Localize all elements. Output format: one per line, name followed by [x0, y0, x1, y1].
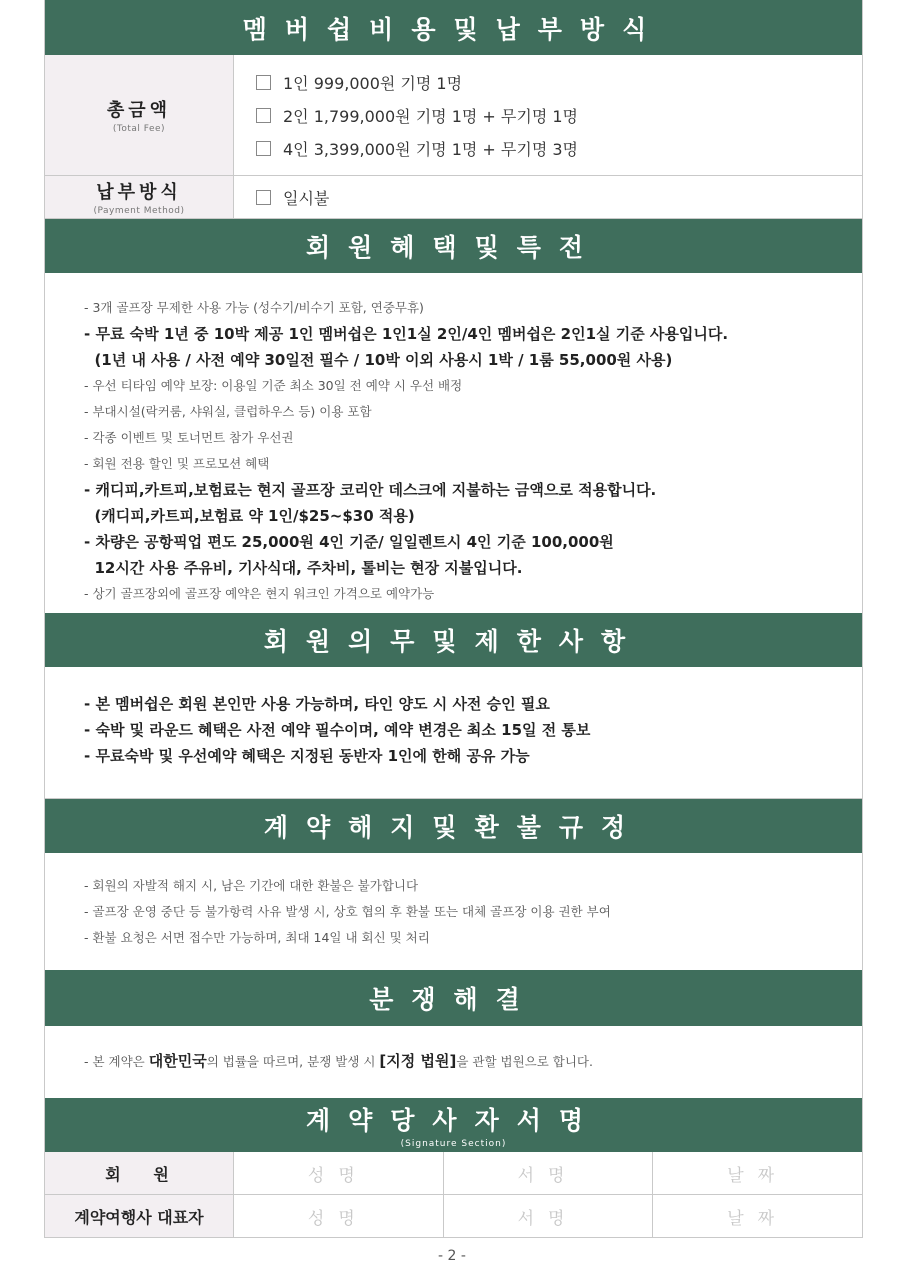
- fee-option-1[interactable]: [256, 66, 862, 99]
- benefit-item: - 부대시설(락커룸, 샤워실, 클럽하우스 등) 이용 포함: [84, 404, 372, 419]
- signature-label: 계약여행사 대표자: [45, 1195, 234, 1237]
- dispute-mid: 의 법률을 따르며, 분쟁 발생 시: [206, 1054, 380, 1069]
- checkbox-icon[interactable]: [256, 190, 271, 205]
- page-number: - 2 -: [438, 1248, 466, 1264]
- dispute-body: [45, 1026, 862, 1098]
- benefit-item: - 무료 숙박 1년 중 10박 제공 1인 멤버쉽은 1인1실 2인/4인 멤버쉽은 2인1실 기준 사용입니다.: [84, 325, 729, 343]
- benefit-item: (캐디피,카트피,보험료 약 1인/$25~$30 적용): [84, 507, 415, 525]
- signature-name-field[interactable]: 성명: [234, 1195, 444, 1237]
- fee-option-3[interactable]: [256, 132, 862, 165]
- benefit-item: 12시간 사용 주유비, 기사식대, 주차비, 톨비는 현장 지불입니다.: [84, 559, 523, 577]
- fee-option-2[interactable]: [256, 99, 862, 132]
- checkbox-icon[interactable]: [256, 141, 271, 156]
- signature-sign-field[interactable]: 서명: [444, 1152, 654, 1194]
- benefits-header: [45, 219, 862, 273]
- signature-sign-field[interactable]: 서명: [444, 1195, 654, 1237]
- payment-method-row: [45, 176, 862, 219]
- dispute-suffix: 을 관할 법원으로 합니다.: [456, 1054, 593, 1069]
- obligation-item: - 숙박 및 라운드 혜택은 사전 예약 필수이며, 예약 변경은 최소 15일 전 통보: [84, 721, 591, 739]
- refund-item: - 회원의 자발적 해지 시, 남은 기간에 대한 환불은 불가합니다: [84, 878, 419, 893]
- total-fee-options: [234, 55, 862, 175]
- fee-section-header: [45, 0, 862, 55]
- fee-option-label: 2인 1,799,000원 기명 1명 + 무기명 1명: [283, 106, 578, 126]
- signature-name-field[interactable]: 성명: [234, 1152, 444, 1194]
- dispute-prefix: - 본 계약은: [84, 1054, 149, 1069]
- obligations-header: [45, 613, 862, 667]
- dispute-court: [지정 법원]: [379, 1052, 457, 1070]
- benefit-item: - 차량은 공항픽업 편도 25,000원 4인 기준/ 일일렌트시 4인 기준 100,000원: [84, 533, 614, 551]
- benefit-item: - 캐디피,카트피,보험료는 현지 골프장 코리안 데스크에 지불하는 금액으로 적용합니다.: [84, 481, 657, 499]
- fee-option-label: 4인 3,399,000원 기명 1명 + 무기명 3명: [283, 139, 578, 159]
- benefit-item: - 3개 골프장 무제한 사용 가능 (성수기/비수기 포함, 연중무휴): [84, 300, 424, 315]
- refund-title: 계약해지및환불규정: [263, 813, 644, 842]
- payment-label: 납부방식: [96, 182, 182, 203]
- dispute-title: 분쟁해결: [369, 985, 538, 1014]
- payment-option[interactable]: [256, 181, 862, 214]
- signature-subtitle: (Signature Section): [400, 1139, 507, 1149]
- signature-row-agency: [45, 1195, 862, 1238]
- payment-label-en: (Payment Method): [93, 206, 185, 216]
- obligation-item: - 무료숙박 및 우선예약 혜택은 지정된 동반자 1인에 한해 공유 가능: [84, 747, 530, 765]
- fee-option-label: 1인 999,000원 기명 1명: [283, 73, 463, 93]
- obligation-item: - 본 멤버쉽은 회원 본인만 사용 가능하며, 타인 양도 시 사전 승인 필요: [84, 695, 550, 713]
- dispute-country: 대한민국: [148, 1052, 207, 1070]
- signature-title: 계약당사자서명: [305, 1106, 602, 1135]
- total-fee-label-cell: [45, 55, 234, 175]
- total-fee-label: 총금액: [106, 100, 172, 121]
- obligations-list: [45, 667, 862, 799]
- document-page: [44, 0, 863, 1238]
- obligations-title: 회원의무및제한사항: [263, 627, 644, 656]
- signature-header: [45, 1098, 862, 1152]
- dispute-text: [84, 1048, 862, 1075]
- dispute-header: [45, 970, 862, 1026]
- total-fee-label-en: (Total Fee): [112, 124, 166, 134]
- refund-list: [45, 853, 862, 970]
- benefit-item: - 각종 이벤트 및 토너먼트 참가 우선권: [84, 430, 294, 445]
- benefit-item: (1년 내 사용 / 사전 예약 30일전 필수 / 10박 이외 사용시 1박 / 1룸 55,000원 사용): [84, 351, 673, 369]
- benefit-item: - 우선 티타임 예약 보장: 이용일 기준 최소 30일 전 예약 시 우선 배정: [84, 378, 463, 393]
- payment-options: [234, 176, 862, 218]
- fee-section-title: 멤버쉽비용및납부방식: [242, 14, 665, 44]
- total-fee-row: [45, 55, 862, 176]
- checkbox-icon[interactable]: [256, 108, 271, 123]
- signature-label: 회 원: [45, 1152, 234, 1194]
- payment-option-label: 일시불: [283, 188, 330, 208]
- benefit-item: - 회원 전용 할인 및 프로모션 혜택: [84, 456, 270, 471]
- payment-label-cell: [45, 176, 234, 218]
- benefit-item: - 상기 골프장외에 골프장 예약은 현지 워크인 가격으로 예약가능: [84, 586, 435, 601]
- refund-item: - 골프장 운영 중단 등 불가항력 사유 발생 시, 상호 협의 후 환불 또는 대체 골프장 이용 권한 부여: [84, 904, 611, 919]
- refund-header: [45, 799, 862, 853]
- refund-item: - 환불 요청은 서면 접수만 가능하며, 최대 14일 내 회신 및 처리: [84, 930, 430, 945]
- benefits-list: [45, 273, 862, 613]
- checkbox-icon[interactable]: [256, 75, 271, 90]
- benefits-title: 회원혜택및특전: [305, 233, 602, 262]
- signature-date-field[interactable]: 날짜: [727, 1208, 789, 1229]
- signature-date-field[interactable]: 날짜: [727, 1165, 789, 1186]
- signature-row-member: [45, 1152, 862, 1195]
